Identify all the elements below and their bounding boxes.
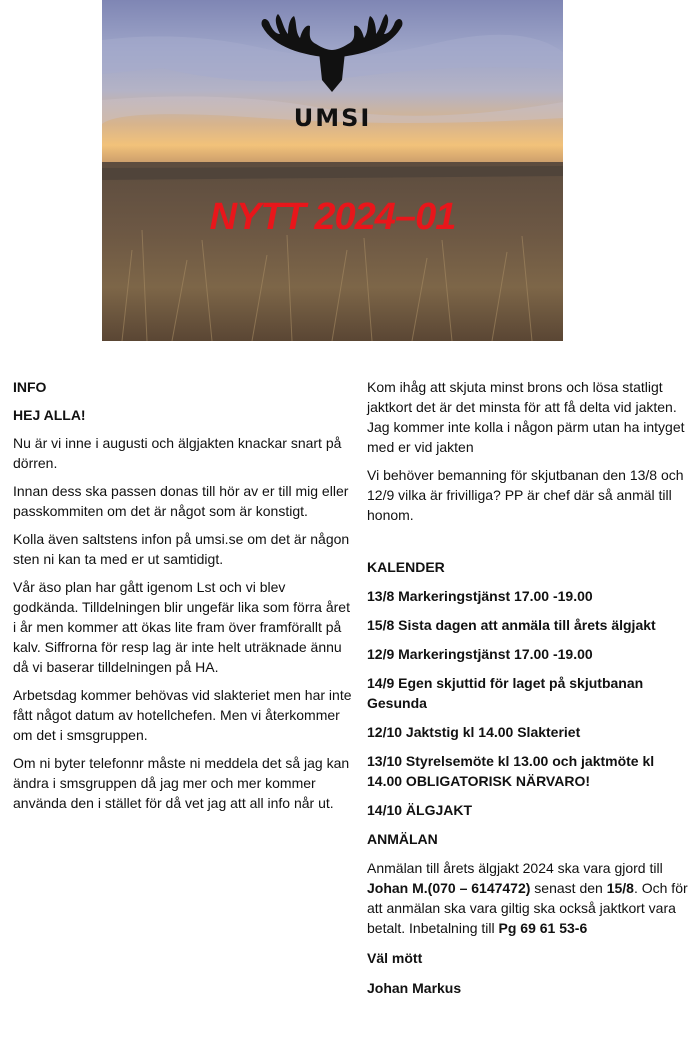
paragraph: Nu är vi inne i augusti och älgjakten knackar snart på dörren. xyxy=(13,435,342,471)
paragraph: Om ni byter telefonnr måste ni meddela det så jag kan ändra i smsgruppen då jag mer och mer kommer använda den i stället för då vet jag att all info når ut. xyxy=(13,755,350,811)
paragraph: Vår äso plan har gått igenom Lst och vi blev godkända. Tilldelningen blir ungefär lika som förra året i år men kommer att ökas lite fram över framförallt på kalv. Siffrorna för resp lag är inte helt uträknade ännu då vi baserar tilldelningen på HA. xyxy=(13,579,350,675)
deadline-date: 15/8 xyxy=(606,880,634,896)
signature: Johan Markus xyxy=(367,980,462,996)
landscape-photo xyxy=(102,0,563,341)
calendar xyxy=(367,557,692,849)
header-image xyxy=(102,0,563,341)
newsletter-title: NYTT 2024–01 xyxy=(209,196,456,238)
signup-heading: ANMÄLAN xyxy=(367,831,438,847)
calendar-item: 15/8 Sista dagen att anmäla till årets älgjakt xyxy=(367,617,656,633)
signup-text-part: senast den xyxy=(530,880,607,896)
calendar-item: 14/10 ÄLGJAKT xyxy=(367,802,473,818)
paragraph: Kolla även saltstens infon på umsi.se om det är någon sten ni kan ta med er ut samtidigt. xyxy=(13,531,350,567)
calendar-heading: KALENDER xyxy=(367,559,445,575)
calendar-item: 13/8 Markeringstjänst 17.00 -19.00 xyxy=(367,588,593,604)
paragraph: Kom ihåg att skjuta minst brons och lösa statligt jaktkort det är det minsta för att få delta vid jakten. Jag kommer inte kolla i någon pärm utan ha intyget med er vid jakten xyxy=(367,379,685,455)
calendar-item: 13/10 Styrelsemöte kl 13.00 och jaktmöte kl 14.00 OBLIGATORISK NÄRVARO! xyxy=(367,753,655,789)
calendar-item: 14/9 Egen skjuttid för laget på skjutbanan Gesunda xyxy=(367,675,644,711)
signup-text-part: . Och för att anmälan ska vara giltig ska också jaktkort vara betalt. Inbetalning till xyxy=(367,880,688,936)
logo-text: UMSI xyxy=(293,104,372,132)
calendar-item: 12/9 Markeringstjänst 17.00 -19.00 xyxy=(367,646,593,662)
calendar-item: 12/10 Jaktstig kl 14.00 Slakteriet xyxy=(367,724,581,740)
paragraph: Innan dess ska passen donas till hör av er till mig eller passkommiten om det är något som är konstigt. xyxy=(13,483,349,519)
paragraph: Vi behöver bemanning för skjutbanan den 13/8 och 12/9 vilka är frivilliga? PP är chef där så anmäl till honom. xyxy=(367,467,684,523)
payment-account: Pg 69 61 53-6 xyxy=(498,920,588,936)
right-column xyxy=(367,377,692,1006)
signup-text-part: Anmälan till årets älgjakt 2024 ska vara gjord till xyxy=(367,860,663,876)
greeting: HEJ ALLA! xyxy=(13,407,86,423)
contact-name: Johan M.(070 – 6147472) xyxy=(367,880,531,896)
left-column xyxy=(13,377,353,821)
paragraph: Arbetsdag kommer behövas vid slakteriet men har inte fått något datum av hotellchefen. Men vi återkommer om det i smsgruppen. xyxy=(13,687,352,743)
signup-text xyxy=(367,858,692,938)
closing: Väl mött xyxy=(367,950,423,966)
info-heading: INFO xyxy=(13,379,47,395)
